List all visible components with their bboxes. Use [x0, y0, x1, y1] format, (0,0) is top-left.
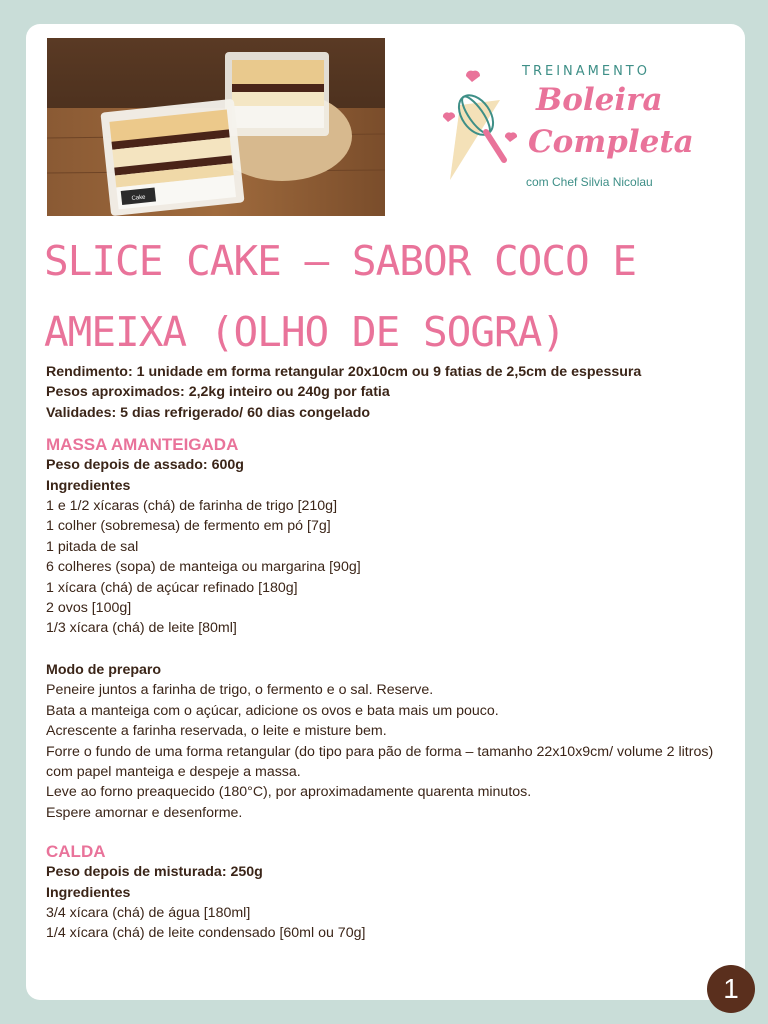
ingredient-item: 1 xícara (chá) de açúcar refinado [180g] — [46, 579, 298, 596]
ingredient-item: 1/3 xícara (chá) de leite [80ml] — [46, 620, 237, 637]
logo-top-text: TREINAMENTO — [522, 64, 650, 79]
ingredient-item: 2 ovos [100g] — [46, 600, 132, 617]
weight-info: Pesos aproximados: 2,2kg inteiro ou 240g por fatia — [46, 384, 390, 401]
cake-photo — [47, 38, 385, 216]
massa-heading: MASSA AMANTEIGADA — [46, 435, 239, 455]
massa-weight: Peso depois de assado: 600g — [46, 457, 244, 474]
ingredient-item: 1 e 1/2 xícaras (chá) de farinha de trigo [210g] — [46, 498, 338, 515]
recipe-content — [46, 362, 726, 944]
method-step: Bata a manteiga com o açúcar, adicione os ovos e bata mais um pouco. — [46, 702, 499, 719]
logo-script-2: Completa — [528, 124, 694, 160]
recipe-title: SLICE CAKE – SABOR COCO E AMEIXA (OLHO DE SOGRA) — [44, 237, 637, 356]
method-step: Acrescente a farinha reservada, o leite e misture bem. — [46, 723, 387, 740]
logo-script-1: Boleira — [536, 82, 663, 118]
method-step: Leve ao forno preaquecido (180°C), por aproximadamente quarenta minutos. — [46, 784, 532, 801]
ingredient-item: 1/4 xícara (chá) de leite condensado [60ml ou 70g] — [46, 925, 366, 942]
whisk-icon — [440, 60, 520, 190]
calda-weight: Peso depois de misturada: 250g — [46, 864, 263, 881]
calda-heading: CALDA — [46, 842, 106, 862]
ingredient-item: 1 colher (sobremesa) de fermento em pó [7g] — [46, 518, 331, 535]
method-step: Peneire juntos a farinha de trigo, o fermento e o sal. Reserve. — [46, 682, 434, 699]
method-label: Modo de preparo — [46, 661, 162, 678]
method-step: Espere amornar e desenforme. — [46, 804, 243, 821]
method-step: Forre o fundo de uma forma retangular (do tipo para pão de forma – tamanho 22x10x9cm/ volume 2 litros) com papel manteiga e despeje a massa. — [46, 743, 714, 780]
box-label: Cake — [131, 194, 146, 202]
logo-subtitle: com Chef Silvia Nicolau — [526, 175, 653, 189]
ingredient-item: 1 pitada de sal — [46, 538, 139, 555]
calda-ingredients-label: Ingredientes — [46, 884, 131, 901]
ingredient-item: 6 colheres (sopa) de manteiga ou margarina [90g] — [46, 559, 361, 576]
massa-ingredients-label: Ingredientes — [46, 477, 131, 494]
page-number: 1 — [707, 965, 755, 1013]
validity-info: Validades: 5 dias refrigerado/ 60 dias congelado — [46, 404, 371, 421]
yield-info: Rendimento: 1 unidade em forma retangular 20x10cm ou 9 fatias de 2,5cm de espessura — [46, 364, 642, 380]
ingredient-item: 3/4 xícara (chá) de água [180ml] — [46, 904, 251, 921]
brand-logo — [440, 60, 694, 200]
